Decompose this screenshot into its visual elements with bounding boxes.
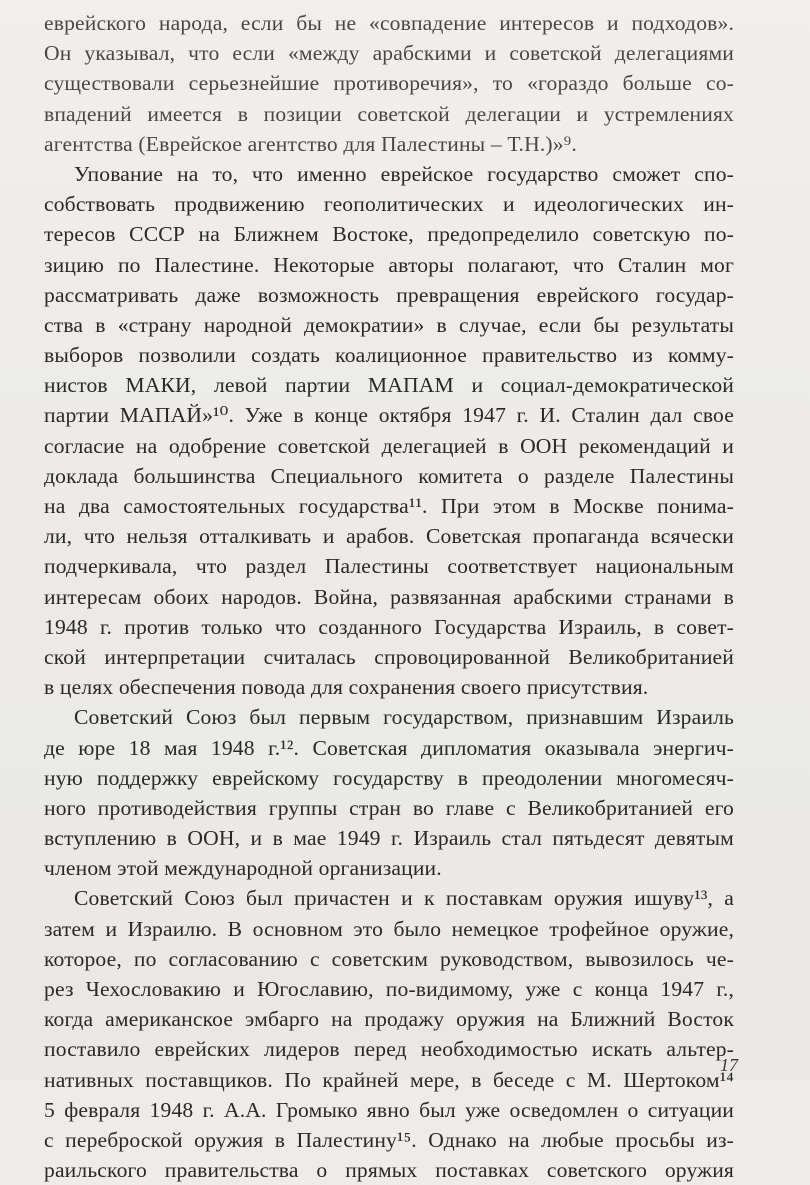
- text-line: на два самостоятельных государства¹¹. При этом в Москве понима-: [44, 494, 734, 518]
- text-line: зицию по Палестине. Некоторые авторы полагают, что Сталин мог: [44, 252, 734, 277]
- text-line: рез Чехословакию и Югославию, по-видимому, уже с конца 1947 г.,: [44, 977, 734, 1001]
- text-line: раильского правительства о прямых поставках советского оружия: [44, 1158, 734, 1183]
- text-line: нистов МАКИ, левой партии МАПАМ и социал-демократической: [44, 373, 734, 398]
- body-text: [44, 8, 734, 1185]
- text-line: согласие на одобрение советской делегацией в ООН рекомендаций и: [44, 433, 734, 458]
- text-line: еврейского народа, если бы не «совпадение интересов и подходов».: [44, 11, 734, 35]
- text-line: 5 февраля 1948 г. А.А. Громыко явно был уже осведомлен о ситуации: [44, 1097, 734, 1122]
- text-line: выборов позволили создать коалиционное правительство из комму-: [44, 343, 734, 368]
- text-line: де юре 18 мая 1948 г.¹². Советская дипломатия оказывала энергич-: [44, 735, 734, 760]
- text-line: подчеркивала, что раздел Палестины соответствует национальным: [44, 554, 734, 579]
- text-line: собствовать продвижению геополитических и идеологических ин-: [44, 192, 734, 217]
- text-line: ства в «страну народной демократии» в случае, если бы результаты: [44, 312, 734, 337]
- text-line: Упование на то, что именно еврейское государство сможет спо-: [74, 161, 734, 186]
- text-line: ную поддержку еврейскому государству в преодолении многомесяч-: [44, 765, 734, 790]
- text-line: Советский Союз был причастен и к поставкам оружия ишуву¹³, а: [74, 886, 734, 911]
- text-line: впадений имеется в позиции советской делегации и устремлениях: [44, 101, 734, 126]
- text-line: доклада большинства Специального комитета о разделе Палестины: [44, 463, 734, 488]
- text-line: с переброской оружия в Палестину¹⁵. Однако на любые просьбы из-: [44, 1127, 734, 1152]
- page-number: 17: [720, 1055, 738, 1075]
- text-line: членом этой международной организации.: [44, 856, 442, 881]
- text-line: которое, по согласованию с советским руководством, вывозилось че-: [44, 946, 734, 971]
- text-line: 1948 г. против только что созданного Государства Израиль, в совет-: [44, 614, 734, 639]
- text-line: Он указывал, что если «между арабскими и советской делегациями: [44, 41, 734, 66]
- text-line: ской интерпретации считалась спровоцированной Великобританией: [44, 644, 734, 669]
- text-line: рассматривать даже возможность превращения еврейского государ-: [44, 282, 734, 307]
- text-line: нативных поставщиков. По крайней мере, в беседе с М. Шертоком¹⁴: [44, 1067, 734, 1092]
- text-line: Советский Союз был первым государством, признавшим Израиль: [74, 705, 734, 730]
- text-line: когда американское эмбарго на продажу оружия на Ближний Восток: [44, 1007, 734, 1032]
- text-line: ли, что нельзя отталкивать и арабов. Советская пропаганда всячески: [44, 524, 734, 549]
- text-line: тересов СССР на Ближнем Востоке, предопределило советскую по-: [44, 222, 734, 247]
- text-line: поставило еврейских лидеров перед необходимостью искать альтер-: [44, 1037, 734, 1062]
- text-line: в целях обеспечения повода для сохранения своего присутствия.: [44, 675, 649, 700]
- text-line: партии МАПАЙ»¹⁰. Уже в конце октября 1947 г. И. Сталин дал свое: [44, 403, 734, 428]
- text-line: интересам обоих народов. Война, развязанная арабскими странами в: [44, 584, 734, 609]
- text-line: ного противодействия группы стран во главе с Великобританией его: [44, 795, 734, 820]
- text-line: агентства (Еврейское агентство для Палестины – Т.Н.)»⁹.: [44, 131, 577, 156]
- text-line: затем и Израилю. В основном это было немецкое трофейное оружие,: [44, 916, 734, 941]
- text-line: вступлению в ООН, и в мае 1949 г. Израиль стал пятьдесят девятым: [44, 826, 734, 851]
- text-line: существовали серьезнейшие противоречия», то «гораздо больше со-: [44, 71, 734, 96]
